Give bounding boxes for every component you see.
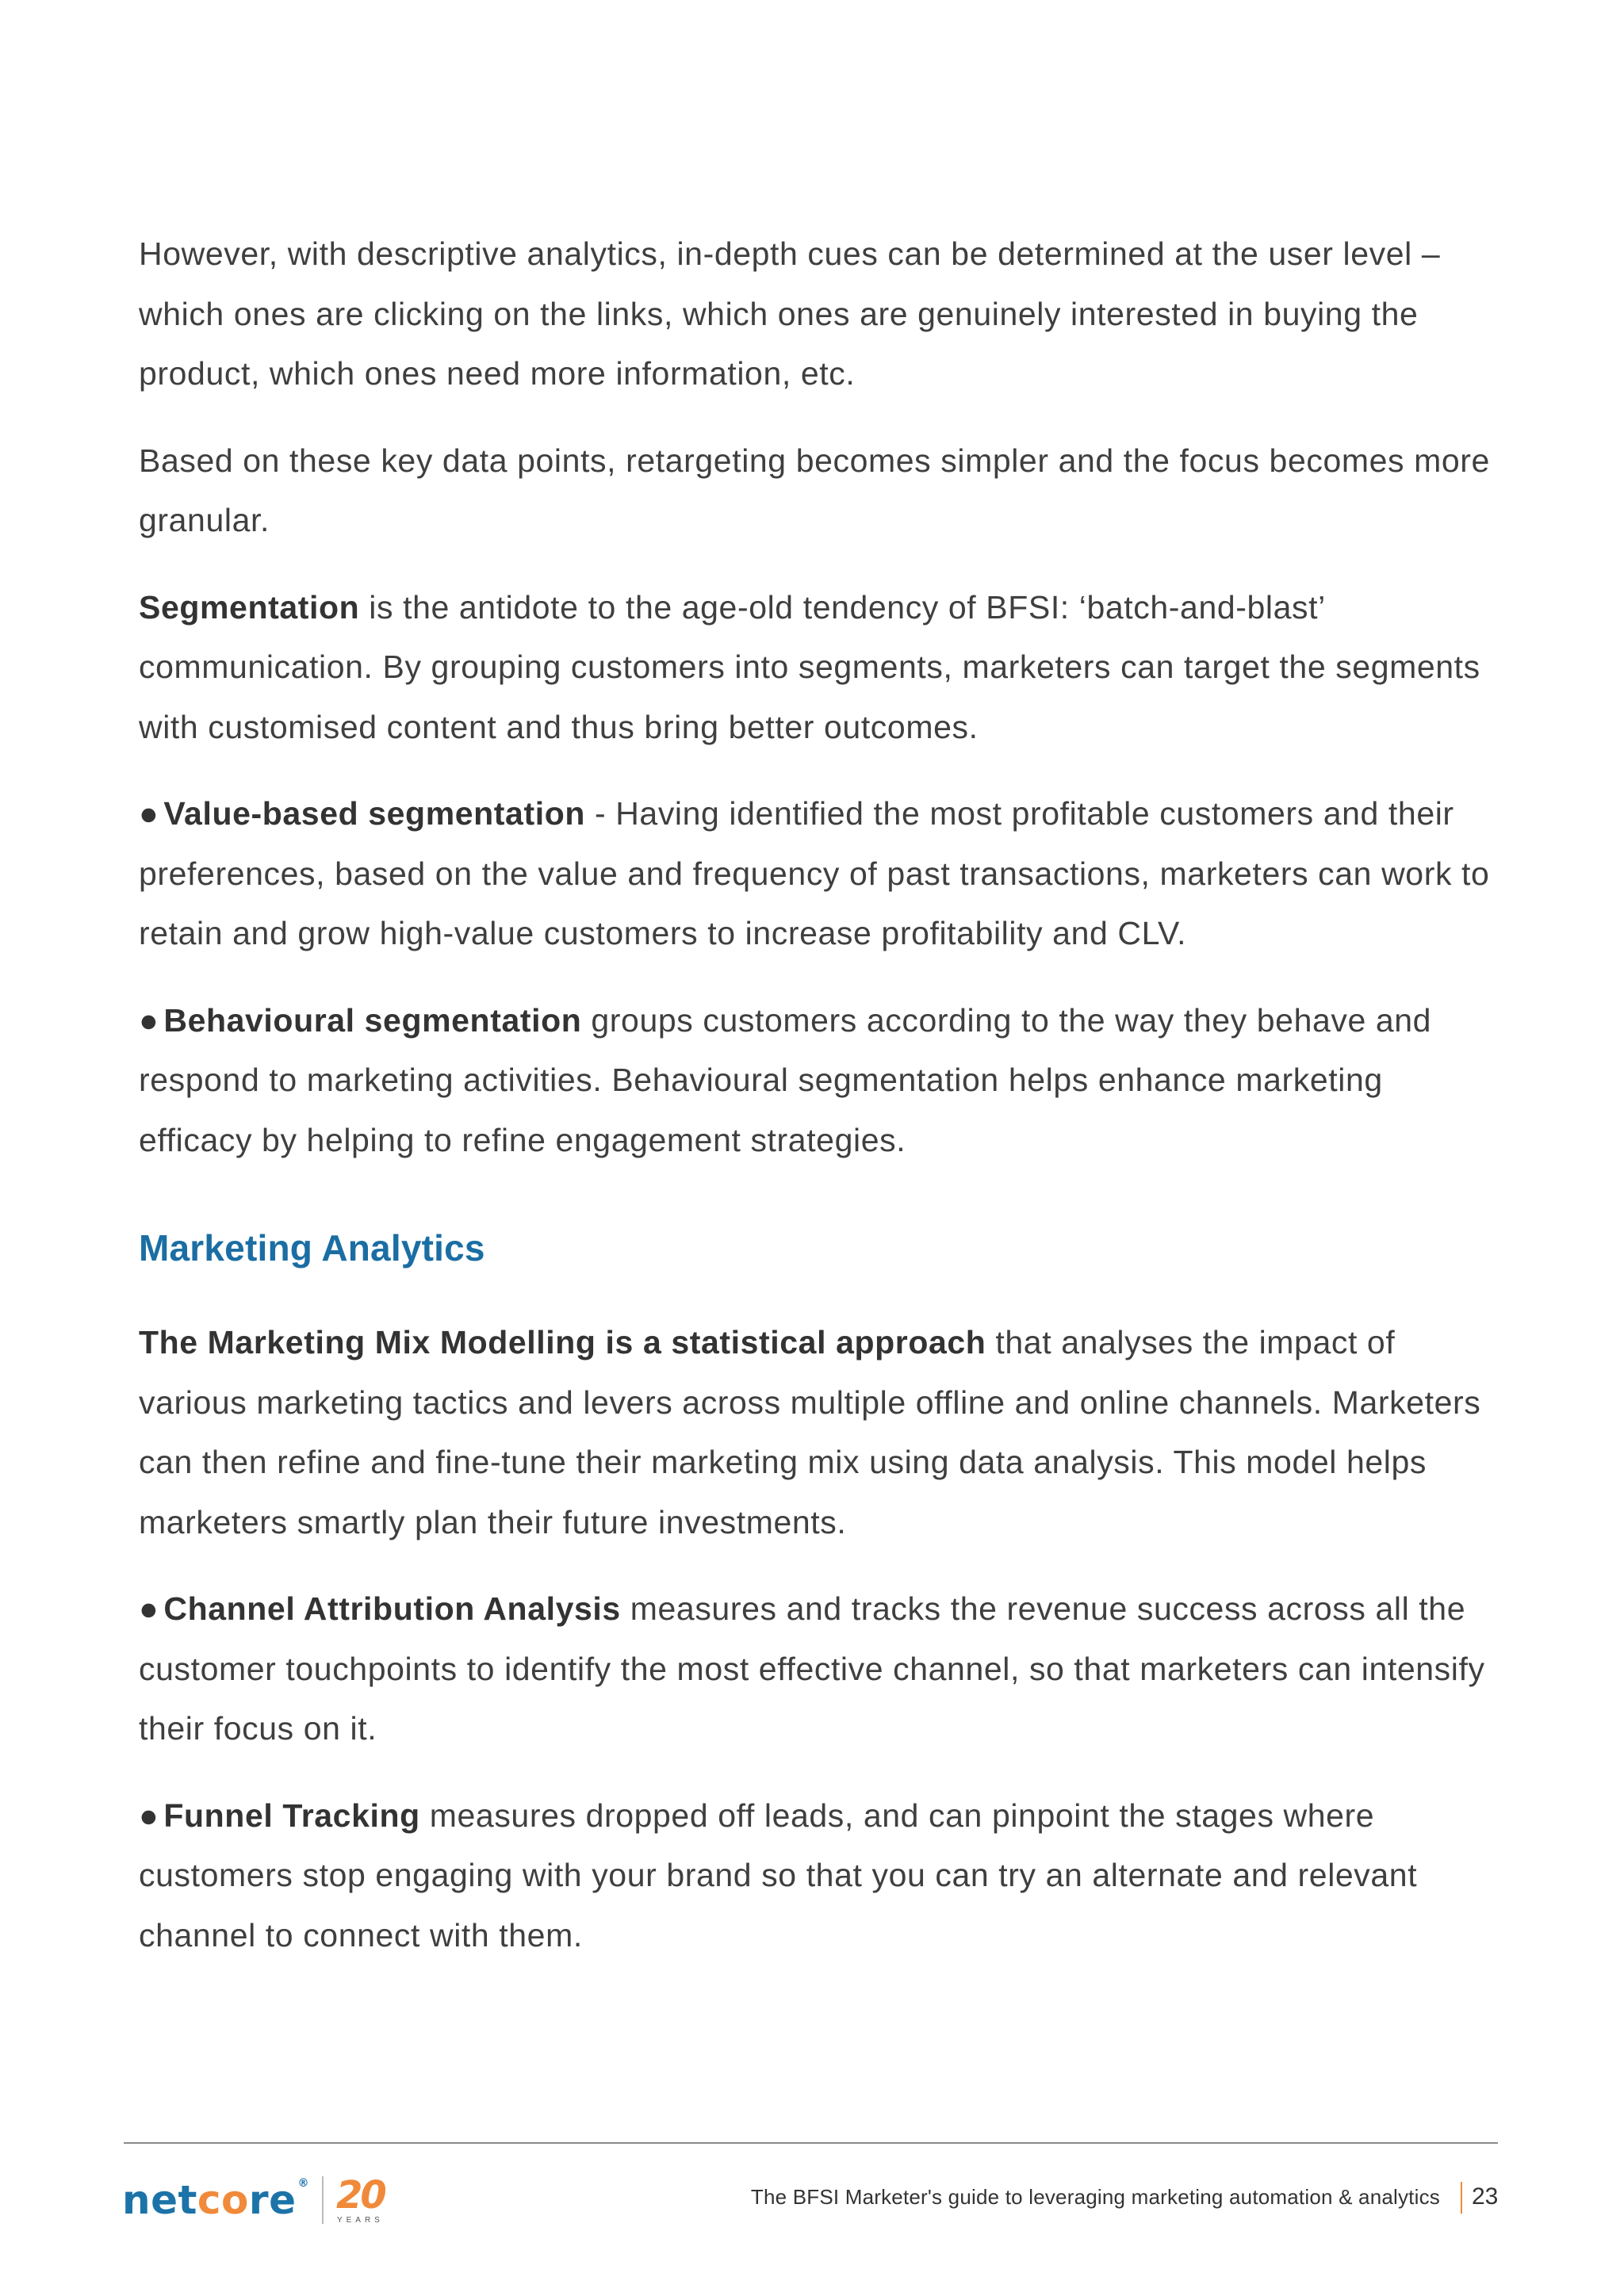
paragraph-descriptive-analytics: However, with descriptive analytics, in-depth cues can be determined at the user level – which ones are clicking on the links, which ones are genuinely interested in buying the product, which ones need more information, etc.: [139, 235, 1441, 392]
footer-divider: [124, 2142, 1498, 2144]
page-number: 23: [1472, 2183, 1499, 2210]
registered-mark: ®: [297, 2177, 309, 2190]
bullet-icon: ●: [139, 1797, 159, 1834]
marketing-mix-term: The Marketing Mix Modelling is a statistical approach: [139, 1324, 986, 1360]
bullet-text: - Having identified the most profitable customers and their preferences, based on the value and frequency of past transactions, marketers can work to retain and grow high-value customers to increase profitability and CLV.: [139, 795, 1490, 951]
bullet-icon: ●: [139, 1001, 159, 1039]
bullet-icon: ●: [139, 795, 159, 832]
bullet-term: Channel Attribution Analysis: [163, 1590, 621, 1627]
netcore-logo: [122, 2172, 385, 2228]
bullet-term: Behavioural segmentation: [163, 1001, 582, 1039]
footer-title: The BFSI Marketer's guide to leveraging marketing automation & analytics: [750, 2185, 1440, 2209]
bullet-item: [139, 784, 1503, 964]
bullet-text: measures dropped off leads, and can pinpoint the stages where customers stop engaging with your brand so that you can try an alternate and relevant channel to connect with them.: [139, 1797, 1418, 1954]
marketing-mix-text: that analyses the impact of various marketing tactics and levers across multiple offline and online channels. Marketers can then refine and fine-tune their marketing mix using data analysis. This model helps marketers smartly plan their future investments.: [139, 1324, 1481, 1540]
anniversary-badge: [336, 2172, 385, 2225]
paragraph-segmentation: [139, 578, 1503, 758]
paragraph-retargeting: Based on these key data points, retargeting becomes simpler and the focus becomes more granular.: [139, 442, 1490, 538]
bullet-item: [139, 1579, 1503, 1759]
bullet-term: Value-based segmentation: [163, 795, 585, 832]
bullet-term: Funnel Tracking: [163, 1797, 420, 1834]
bullet-icon: ●: [139, 1590, 159, 1627]
footer-separator: [1461, 2182, 1462, 2214]
logo-wordmark: [122, 2177, 309, 2223]
logo-text-part: co: [197, 2177, 249, 2223]
bullet-text: measures and tracks the revenue success across all the customer touchpoints to identify the most effective channel, so that marketers can intensify their focus on it.: [139, 1590, 1485, 1747]
section-heading: Marketing Analytics: [139, 1227, 485, 1269]
bullet-item: [139, 1786, 1503, 1966]
anniversary-number: 20: [336, 2172, 385, 2218]
anniversary-label: YEARS: [336, 2215, 384, 2225]
segmentation-text: is the antidote to the age-old tendency of BFSI: ‘batch-and-blast’ communication. By grouping customers into segments, marketers can target the segments with customised content and thus bring better outcomes.: [139, 588, 1480, 745]
logo-divider: [322, 2176, 324, 2224]
bullet-text: groups customers according to the way they behave and respond to marketing activities. Behavioural segmentation helps enhance marketing efficacy by helping to refine engagement strategies.: [139, 1001, 1432, 1158]
page-content: [139, 224, 1503, 1992]
paragraph-marketing-mix: [139, 1313, 1503, 1552]
logo-text-part: re: [248, 2177, 297, 2223]
segmentation-term: Segmentation: [139, 588, 360, 626]
logo-text-part: net: [122, 2177, 197, 2223]
bullet-item: [139, 991, 1503, 1171]
